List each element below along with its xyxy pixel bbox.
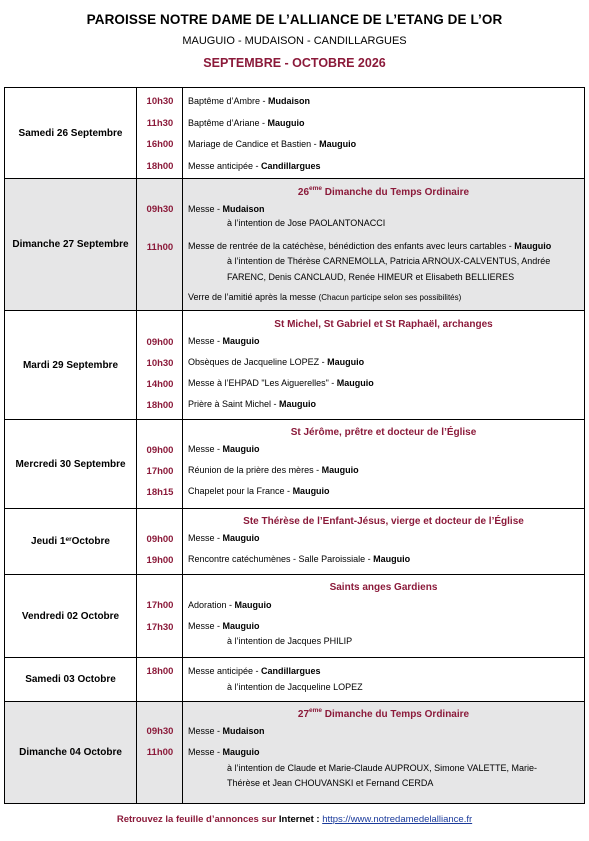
event-text: Messe anticipée - xyxy=(188,666,262,676)
day-label: Vendredi 02 Octobre xyxy=(5,575,137,657)
day-label-main: Jeudi 1 xyxy=(31,536,66,547)
feast-suffix: eme xyxy=(309,185,323,192)
event-text: Rencontre catéchumènes - Salle Paroissiale - xyxy=(188,554,374,564)
event-text: Prière à Saint Michel - xyxy=(188,399,280,409)
event-time: 10h30 xyxy=(146,358,174,369)
event-place: Mauguio xyxy=(292,486,330,496)
event-time: 09h00 xyxy=(146,445,174,456)
event-intention: à l’intention de Claude et Marie-Claude AUPROUX, Simone VALETTE, Marie- xyxy=(227,763,537,773)
footer-internet-label: Internet : xyxy=(278,814,323,825)
time-column xyxy=(137,88,183,178)
event-place: Mudaison xyxy=(268,96,311,106)
events-column xyxy=(183,509,584,574)
event-line xyxy=(188,378,580,389)
event-text: Messe de rentrée de la catéchèse, bénédiction des enfants avec leurs cartables - xyxy=(188,241,515,251)
event-line xyxy=(188,621,580,632)
event-line xyxy=(188,554,580,565)
events-column xyxy=(183,179,584,310)
event-line xyxy=(188,465,580,476)
event-text: Messe - xyxy=(188,336,223,346)
event-time: 10h30 xyxy=(146,96,174,107)
event-time: 17h00 xyxy=(146,600,174,611)
event-text: Baptême d’Ariane - xyxy=(188,118,268,128)
event-text: Messe - xyxy=(188,726,223,736)
time-column xyxy=(137,420,183,508)
event-time: 09h30 xyxy=(146,726,174,737)
event-text: Messe à l’EHPAD "Les Aiguerelles" - xyxy=(188,378,337,388)
event-time: 19h00 xyxy=(146,555,174,566)
event-line xyxy=(188,161,580,172)
event-place: Mauguio xyxy=(222,747,260,757)
feast-name: Dimanche du Temps Ordinaire xyxy=(322,187,470,198)
event-text: Chapelet pour la France - xyxy=(188,486,293,496)
day-label: Samedi 03 Octobre xyxy=(5,658,137,701)
website-link[interactable]: https://www.notredamedelalliance.fr xyxy=(322,814,473,825)
event-time: 18h00 xyxy=(146,161,174,172)
event-place: Mauguio xyxy=(222,444,260,454)
note-text: Verre de l’amitié après la messe xyxy=(188,292,319,302)
events-column xyxy=(183,88,584,178)
time-column xyxy=(137,311,183,419)
day-row xyxy=(4,178,585,311)
event-line xyxy=(188,666,580,677)
day-label: Mercredi 30 Septembre xyxy=(5,420,137,508)
schedule-table xyxy=(4,88,585,804)
event-line xyxy=(188,444,580,455)
event-text: Messe - xyxy=(188,747,223,757)
event-line xyxy=(188,336,580,347)
event-place: Mauguio xyxy=(336,378,374,388)
event-time: 17h00 xyxy=(146,466,174,477)
events-column xyxy=(183,658,584,701)
day-row xyxy=(4,701,585,804)
day-label: Dimanche 27 Septembre xyxy=(5,179,137,310)
day-label: Mardi 29 Septembre xyxy=(5,311,137,419)
event-place: Mauguio xyxy=(321,465,359,475)
event-text: Baptême d’Ambre - xyxy=(188,96,269,106)
event-line xyxy=(188,139,580,150)
day-label: Samedi 26 Septembre xyxy=(5,88,137,178)
time-column xyxy=(137,702,183,803)
event-place: Mudaison xyxy=(222,204,265,214)
parish-title: PAROISSE NOTRE DAME DE L’ALLIANCE DE L’ETANG DE L’OR xyxy=(86,12,503,27)
event-time: 11h00 xyxy=(146,747,174,758)
day-row xyxy=(4,87,585,179)
event-line xyxy=(188,533,580,544)
day-row xyxy=(4,310,585,420)
event-place: Mauguio xyxy=(327,357,365,367)
event-time: 09h30 xyxy=(146,204,174,215)
event-time: 18h15 xyxy=(146,487,174,498)
event-line xyxy=(188,486,580,497)
event-time: 17h30 xyxy=(146,622,174,633)
event-intention: à l’intention de Jose PAOLANTONACCI xyxy=(227,218,386,228)
feast-name: Dimanche du Temps Ordinaire xyxy=(322,709,470,720)
time-column xyxy=(137,658,183,701)
event-intention: à l’intention de Jacqueline LOPEZ xyxy=(227,682,363,692)
event-line xyxy=(188,96,580,107)
event-place: Mauguio xyxy=(279,399,317,409)
feast-title: St Michel, St Gabriel et St Raphaël, archanges xyxy=(274,319,493,330)
event-line xyxy=(188,747,580,758)
event-time: 11h00 xyxy=(146,242,174,253)
day-row xyxy=(4,508,585,575)
day-label xyxy=(5,509,137,574)
event-line xyxy=(188,118,580,129)
page-footer xyxy=(0,814,589,825)
event-text: Adoration - xyxy=(188,600,235,610)
events-column xyxy=(183,575,584,657)
day-row xyxy=(4,574,585,658)
day-label-ordinal: er xyxy=(65,536,72,543)
feast-title: St Jérôme, prêtre et docteur de l’Église xyxy=(290,427,477,438)
event-text: Messe - xyxy=(188,533,223,543)
feast-number: 27 xyxy=(297,709,310,720)
event-text: Messe - xyxy=(188,204,223,214)
events-column xyxy=(183,702,584,803)
event-intention: à l’intention de Jacques PHILIP xyxy=(227,636,353,646)
day-row xyxy=(4,657,585,702)
day-row xyxy=(4,419,585,509)
event-line xyxy=(188,726,580,737)
event-time: 18h00 xyxy=(146,400,174,411)
period-title: SEPTEMBRE - OCTOBRE 2026 xyxy=(203,56,386,70)
event-note xyxy=(188,292,580,303)
event-time: 11h30 xyxy=(146,118,174,129)
event-place: Mauguio xyxy=(222,336,260,346)
event-line xyxy=(188,204,580,215)
event-intention: à l’intention de Thérèse CARNEMOLLA, Patricia ARNOUX-CALVENTUS, Andrée xyxy=(227,256,551,266)
time-column xyxy=(137,575,183,657)
event-place: Candillargues xyxy=(261,161,321,171)
page-header xyxy=(0,12,589,70)
event-place: Candillargues xyxy=(261,666,321,676)
event-text: Messe - xyxy=(188,444,223,454)
event-place: Mudaison xyxy=(222,726,265,736)
event-time: 18h00 xyxy=(146,666,174,677)
events-column xyxy=(183,311,584,419)
event-line xyxy=(188,357,580,368)
day-label: Dimanche 04 Octobre xyxy=(5,702,137,803)
event-time: 09h00 xyxy=(146,534,174,545)
events-column xyxy=(183,420,584,508)
event-intention: Thérèse et Jean CHOUVANSKI et Fernand CERDA xyxy=(227,778,434,788)
event-place: Mauguio xyxy=(222,533,260,543)
feast-number: 26 xyxy=(297,187,310,198)
footer-text: Retrouvez la feuille d’annonces sur xyxy=(116,814,279,825)
note-small: (Chacun participe selon ses possibilités) xyxy=(318,293,462,302)
feast-title xyxy=(183,709,584,720)
event-time: 14h00 xyxy=(146,379,174,390)
time-column xyxy=(137,509,183,574)
event-line xyxy=(188,399,580,410)
feast-title: Ste Thérèse de l’Enfant-Jésus, vierge et docteur de l’Église xyxy=(243,516,524,527)
event-place: Mauguio xyxy=(222,621,260,631)
event-place: Mauguio xyxy=(267,118,305,128)
event-place: Mauguio xyxy=(373,554,411,564)
event-text: Réunion de la prière des mères - xyxy=(188,465,322,475)
event-text: Mariage de Candice et Bastien - xyxy=(188,139,320,149)
event-line xyxy=(188,241,580,252)
event-intention: FARENC, Denis CANCLAUD, Renée HIMEUR et Elisabeth BELLIERES xyxy=(227,272,515,282)
day-label-month: Octobre xyxy=(71,536,110,547)
event-place: Mauguio xyxy=(319,139,357,149)
feast-title: Saints anges Gardiens xyxy=(329,582,438,593)
event-line xyxy=(188,600,580,611)
parish-towns: MAUGUIO - MUDAISON - CANDILLARGUES xyxy=(182,35,407,47)
event-time: 16h00 xyxy=(146,139,174,150)
feast-suffix: eme xyxy=(309,707,323,714)
event-place: Mauguio xyxy=(514,241,552,251)
event-text: Obsèques de Jacqueline LOPEZ - xyxy=(188,357,328,367)
event-place: Mauguio xyxy=(234,600,272,610)
event-time: 09h00 xyxy=(146,337,174,348)
event-text: Messe - xyxy=(188,621,223,631)
event-text: Messe anticipée - xyxy=(188,161,262,171)
time-column xyxy=(137,179,183,310)
feast-title xyxy=(183,187,584,198)
